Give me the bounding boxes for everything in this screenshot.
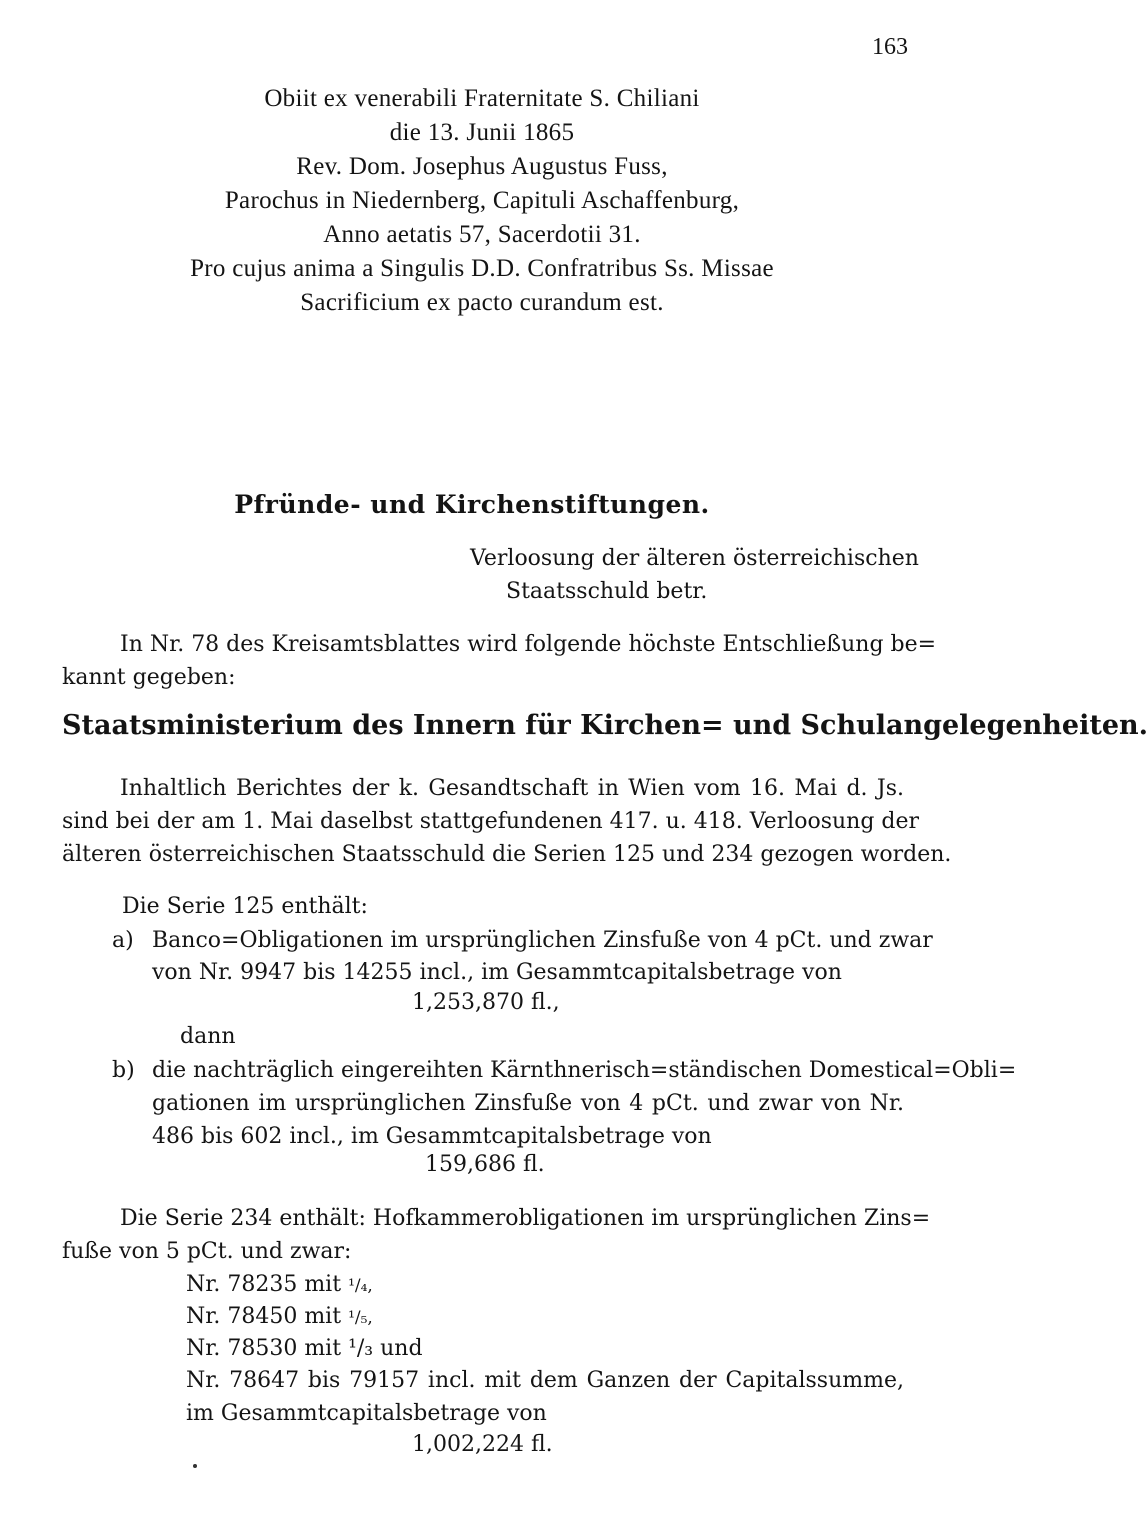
- ink-speck: [193, 1464, 197, 1468]
- item-b-line: gationen im ursprünglichen Zinsfuße von 4 pCt. und zwar von Nr.: [152, 1091, 904, 1116]
- obituary-line: Pro cujus anima a Singulis D.D. Confratribus Ss. Missae: [190, 255, 774, 282]
- intro-line: kannt gegeben:: [62, 665, 236, 690]
- amount-a: 1,253,870 fl.,: [412, 990, 560, 1015]
- series-234-entry: Nr. 78647 bis 79157 incl. mit dem Ganzen der Capitalssumme,: [186, 1368, 904, 1393]
- entry-fraction: ¹/₄,: [348, 1276, 373, 1296]
- intro-line: In Nr. 78 des Kreisamtsblattes wird folgende höchste Entschließung be=: [120, 632, 937, 657]
- connector-text: dann: [180, 1024, 236, 1049]
- obituary-line: Rev. Dom. Josephus Augustus Fuss,: [296, 153, 668, 180]
- intro-paragraph: [62, 628, 937, 694]
- item-b-line: die nachträglich eingereihten Kärnthnerisch=ständischen Domestical=Obli=: [152, 1058, 1017, 1083]
- subject-line: Verloosung der älteren österreichischen: [470, 546, 919, 571]
- subject-note: [470, 542, 919, 608]
- series-234-entry: [186, 1268, 373, 1303]
- entry-number: Nr. 78530 mit: [186, 1336, 342, 1361]
- entry-fraction: ¹/₃ und: [348, 1336, 423, 1361]
- subject-line: Staatsschuld betr.: [506, 579, 708, 604]
- obituary-line: die 13. Junii 1865: [389, 119, 575, 146]
- series-234-line: fuße von 5 pCt. und zwar:: [62, 1239, 352, 1264]
- obituary-line: Anno aetatis 57, Sacerdotii 31.: [323, 221, 641, 248]
- report-line: sind bei der am 1. Mai daselbst stattgefundenen 417. u. 418. Verloosung der: [62, 809, 920, 834]
- obituary-line: Obiit ex venerabili Fraternitate S. Chiliani: [264, 85, 700, 112]
- report-line: älteren österreichischen Staatsschuld die Serien 125 und 234 gezogen worden.: [62, 842, 952, 867]
- series-234-line: Die Serie 234 enthält: Hofkammerobligationen im ursprünglichen Zins=: [120, 1206, 931, 1231]
- entry-number: Nr. 78450 mit: [186, 1304, 342, 1329]
- series-234-paragraph: [62, 1202, 931, 1268]
- series-125-intro: Die Serie 125 enthält:: [122, 894, 368, 919]
- series-234-entry: [186, 1300, 373, 1335]
- obituary-line: Parochus in Niedernberg, Capituli Aschaffenburg,: [224, 187, 740, 214]
- report-line: Inhaltlich Berichtes der k. Gesandtschaft in Wien vom 16. Mai d. Js.: [120, 776, 904, 801]
- section-heading: Pfründe- und Kirchenstiftungen.: [234, 490, 710, 519]
- obituary-notice: [0, 82, 964, 320]
- item-a-line: von Nr. 9947 bis 14255 incl., im Gesammtcapitalsbetrage von: [152, 960, 842, 985]
- obituary-line: Sacrificium ex pacto curandum est.: [300, 289, 664, 316]
- entry-fraction: ¹/₅,: [348, 1308, 373, 1328]
- report-paragraph: [62, 772, 952, 871]
- item-b-line: 486 bis 602 incl., im Gesammtcapitalsbetrage von: [152, 1124, 712, 1149]
- page-number: 163: [872, 34, 908, 60]
- item-label-b: b): [112, 1058, 135, 1083]
- amount-series-234: 1,002,224 fl.: [412, 1432, 553, 1457]
- amount-b: 159,686 fl.: [425, 1152, 545, 1177]
- item-a-line: Banco=Obligationen im ursprünglichen Zinsfuße von 4 pCt. und zwar: [152, 928, 933, 953]
- series-234-entry: [186, 1332, 423, 1365]
- series-234-entry: im Gesammtcapitalsbetrage von: [186, 1401, 547, 1426]
- ministry-heading: Staatsministerium des Innern für Kirchen= und Schulangelegenheiten.: [62, 710, 1148, 741]
- item-label-a: a): [112, 928, 134, 953]
- entry-number: Nr. 78235 mit: [186, 1272, 342, 1297]
